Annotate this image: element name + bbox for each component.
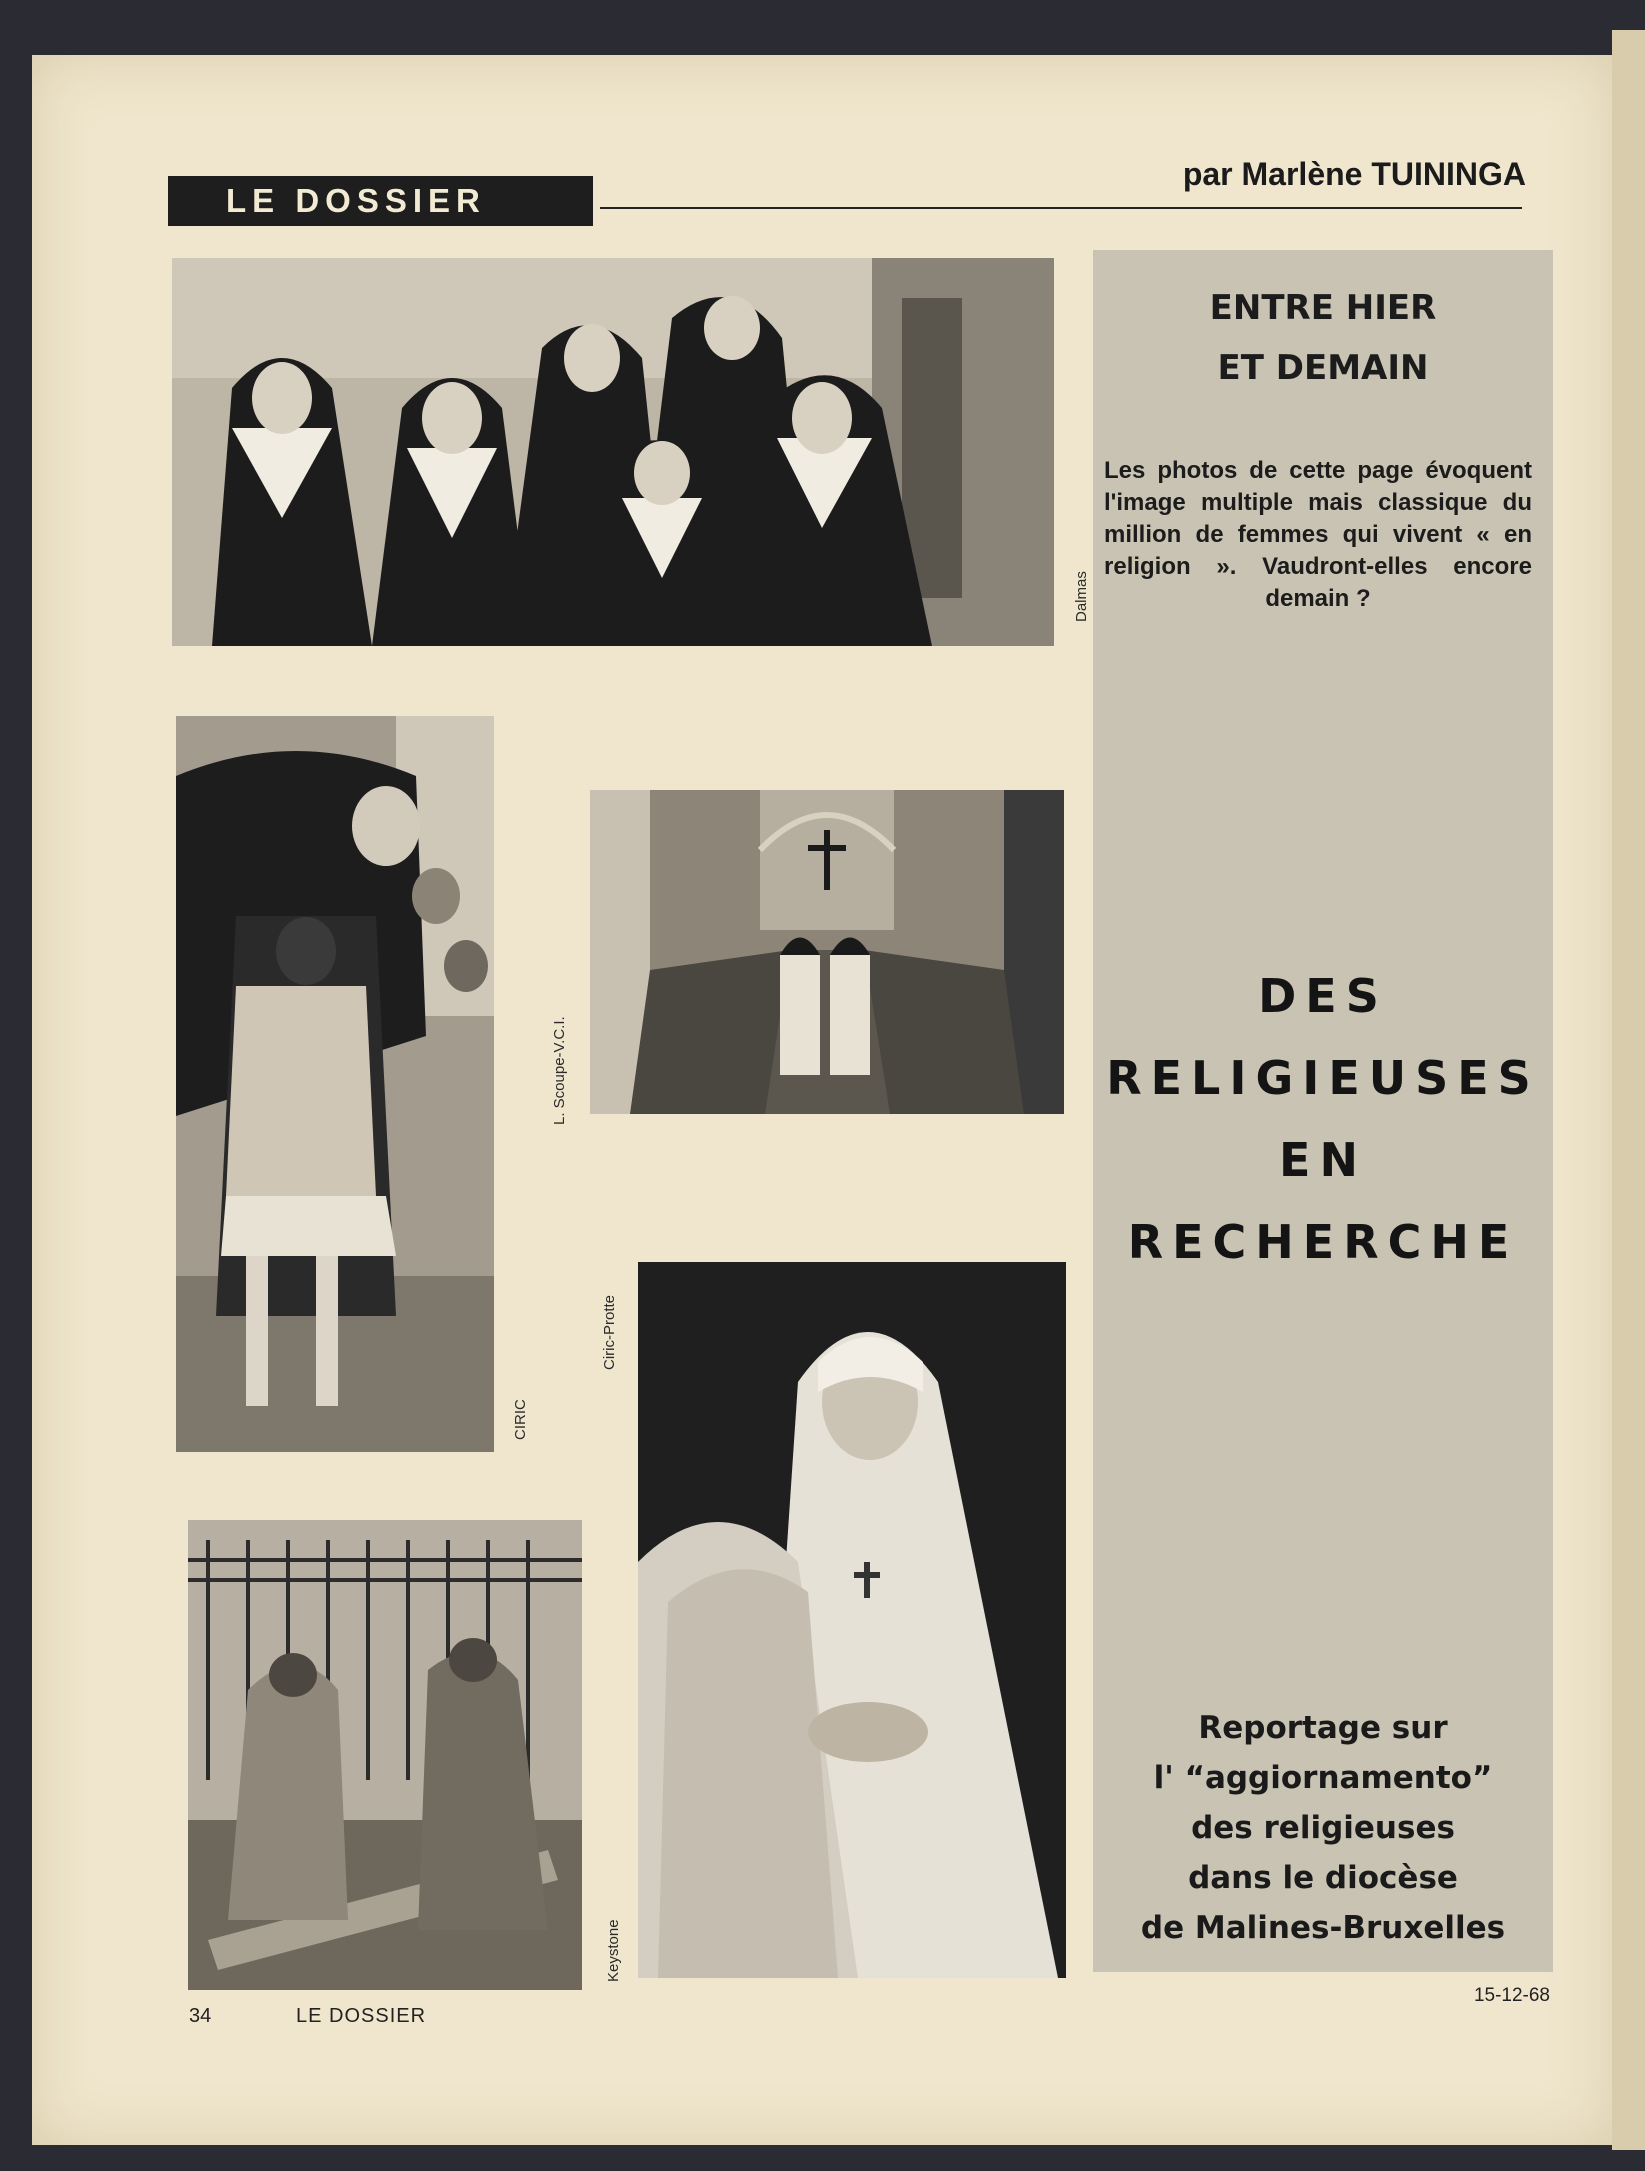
photo-smiling-nuns [172,258,1054,646]
photo-nun-with-children [176,716,494,1452]
intro-text: Les photos de cette page évoquent l'image multiple mais classique du million de femmes qui vivent « en religion ». Vaudront-elles encore demain ? [1104,457,1532,612]
title-line: RECHERCHE [1127,1215,1519,1269]
article-subtitle [1093,1703,1553,1953]
photo-credit: Dalmas [1073,571,1090,622]
photo-credit: Keystone [605,1919,622,1982]
section-label: LE DOSSIER [168,176,593,226]
header-rule [600,207,1522,209]
footer-section-label: LE DOSSIER [296,2005,427,2027]
page-number: 34 [189,2005,212,2027]
photo-nuns-carrying-wood [188,1520,582,1990]
subtitle-line: l' “aggiornamento” [1153,1760,1493,1796]
subtitle-line: dans le diocèse [1188,1860,1458,1896]
title-line: DES [1258,969,1388,1023]
photo-chapel [590,790,1064,1114]
subtitle-line: de Malines-Bruxelles [1140,1910,1506,1946]
title-line: RELIGIEUSES [1106,1051,1540,1105]
kicker-line: ET DEMAIN [1217,348,1429,388]
photo-credit: L. Scoupe-V.C.I. [551,1016,568,1125]
kicker-title [1093,278,1553,398]
subtitle-line: Reportage sur [1198,1710,1448,1746]
title-line: EN [1279,1133,1367,1187]
issue-date: 15-12-68 [1473,1985,1550,2006]
next-page-edge [1612,30,1645,2150]
photo-credit: Ciric-Protte [601,1294,618,1370]
photo-two-nuns-white-habits [638,1262,1066,1978]
subtitle-line: des religieuses [1191,1810,1455,1846]
byline: par Marlène TUININGA [1182,156,1526,192]
article-title [1093,955,1553,1283]
kicker-line: ENTRE HIER [1209,288,1437,328]
photo-credit: CIRIC [512,1399,529,1440]
